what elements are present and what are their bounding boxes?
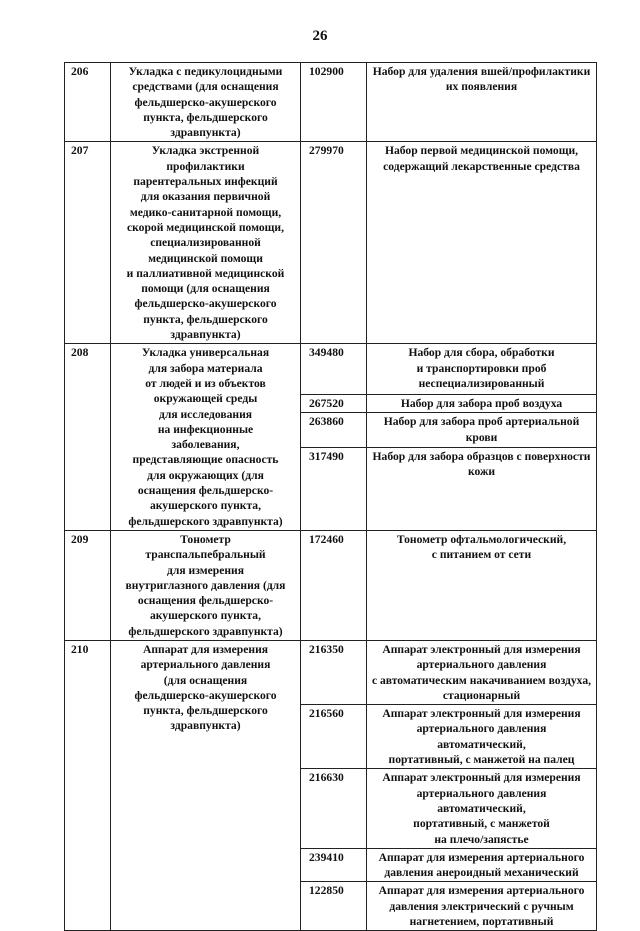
row-number: 210	[65, 640, 111, 930]
item-description: Аппарат электронный для измерения артериального давления автоматический, портативный, с манжетой на плечо/запястье	[367, 769, 597, 848]
item-code: 267520	[301, 394, 367, 413]
item-code: 317490	[301, 447, 367, 530]
item-name: Укладка экстренной профилактики парентеральных инфекций для оказания первичной медико-санитарной помощи, скорой медицинской помощи, специализированной медицинской помощи и паллиативной медицинской помощи (для оснащения фельдшерско-акушерского пункта, фельдшерского здравпункта)	[111, 142, 301, 344]
item-description: Аппарат электронный для измерения артериального давления с автоматическим накачиванием воздуха, стационарный	[367, 640, 597, 704]
table-row	[65, 142, 597, 344]
item-description: Набор для забора проб артериальной крови	[367, 413, 597, 448]
item-code: 216560	[301, 705, 367, 769]
item-description: Аппарат электронный для измерения артериального давления автоматический, портативный, с манжетой на палец	[367, 705, 597, 769]
item-code: 102900	[301, 63, 367, 142]
item-description: Тонометр офтальмологический, с питанием от сети	[367, 530, 597, 640]
row-number: 209	[65, 530, 111, 640]
item-name: Аппарат для измерения артериального давления (для оснащения фельдшерско-акушерского пункта, фельдшерского здравпункта)	[111, 640, 301, 930]
item-name: Укладка универсальная для забора материала от людей и из объектов окружающей среды для исследования на инфекционные заболевания, представляющие опасность для окружающих (для оснащения фельдшерско- акушерского пункта, фельдшерского здравпункта)	[111, 344, 301, 531]
page-number: 26	[312, 28, 328, 44]
item-name: Тонометр транспальпебральный для измерения внутриглазного давления (для оснащения фельдшерско- акушерского пункта, фельдшерского здравпункта)	[111, 530, 301, 640]
table-row	[65, 530, 597, 640]
table-row	[65, 344, 597, 394]
item-code: 216630	[301, 769, 367, 848]
item-code: 216350	[301, 640, 367, 704]
item-code: 239410	[301, 848, 367, 882]
item-code: 349480	[301, 344, 367, 394]
row-number: 206	[65, 63, 111, 142]
item-description: Набор для забора проб воздуха	[367, 394, 597, 413]
item-description: Набор для удаления вшей/профилактики их появления	[367, 63, 597, 142]
item-code: 172460	[301, 530, 367, 640]
item-description: Набор первой медицинской помощи, содержащий лекарственные средства	[367, 142, 597, 344]
item-code: 279970	[301, 142, 367, 344]
item-description: Аппарат для измерения артериального давления электрический с ручным нагнетением, портативный	[367, 882, 597, 931]
equipment-table	[64, 62, 597, 931]
item-name: Укладка с педикулоцидными средствами (для оснащения фельдшерско-акушерского пункта, фельдшерского здравпункта)	[111, 63, 301, 142]
item-code: 122850	[301, 882, 367, 931]
row-number: 207	[65, 142, 111, 344]
table-row	[65, 640, 597, 704]
item-description: Набор для забора образцов с поверхности кожи	[367, 447, 597, 530]
item-code: 263860	[301, 413, 367, 448]
row-number: 208	[65, 344, 111, 531]
table-row	[65, 63, 597, 142]
item-description: Набор для сбора, обработки и транспортировки проб неспециализированный	[367, 344, 597, 394]
item-description: Аппарат для измерения артериального давления анероидный механический	[367, 848, 597, 882]
